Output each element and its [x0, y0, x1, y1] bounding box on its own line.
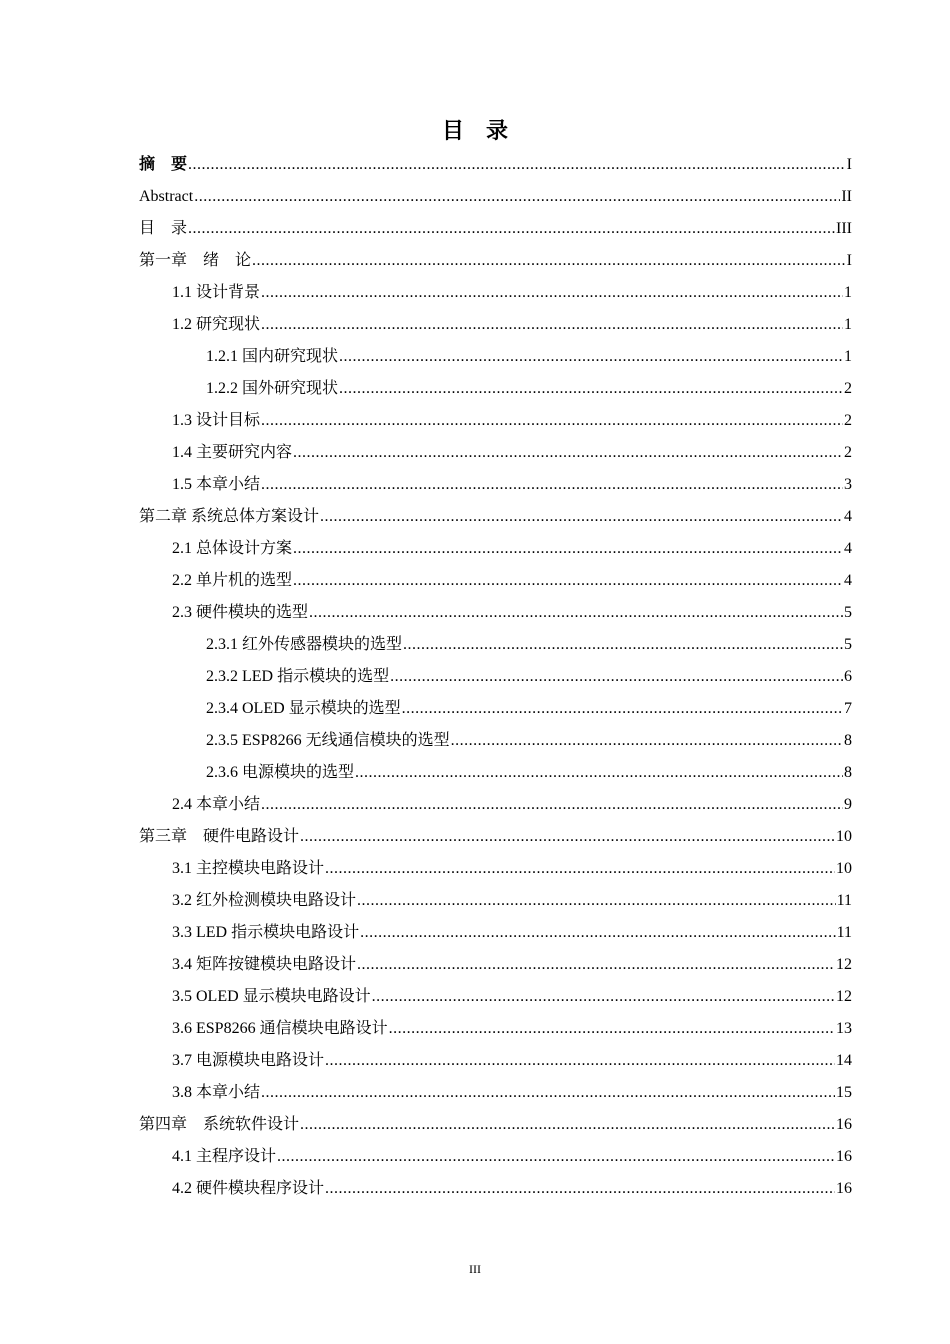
toc-entry-label: 摘 要: [139, 156, 188, 173]
toc-entry-page-number: 4: [844, 540, 852, 557]
toc-entry[interactable]: [139, 757, 852, 789]
toc-entry[interactable]: [139, 693, 852, 725]
toc-entry-page-number: 4: [844, 572, 852, 589]
toc-entry[interactable]: [139, 309, 852, 341]
toc-dot-leader: [261, 277, 843, 309]
toc-entry-label: 3.6 ESP8266 通信模块电路设计: [172, 1020, 388, 1037]
toc-entry-label: 1.1 设计背景: [172, 284, 261, 301]
toc-entry[interactable]: [139, 853, 852, 885]
toc-entry-label: 3.8 本章小结: [172, 1084, 261, 1101]
toc-dot-leader: [188, 149, 846, 181]
toc-dot-leader: [293, 565, 843, 597]
toc-entry-label: 1.2 研究现状: [172, 316, 261, 333]
toc-dot-leader: [372, 981, 835, 1013]
toc-entry-page-number: 10: [836, 828, 852, 845]
toc-dot-leader: [194, 181, 840, 213]
toc-entry-label: 1.2.1 国内研究现状: [206, 348, 339, 365]
toc-entry-label: 3.5 OLED 显示模块电路设计: [172, 988, 371, 1005]
toc-entry[interactable]: [139, 181, 852, 213]
toc-entry[interactable]: [139, 821, 852, 853]
toc-dot-leader: [261, 1077, 835, 1109]
toc-entry-page-number: 7: [844, 700, 852, 717]
toc-entry[interactable]: [139, 917, 852, 949]
toc-entry-page-number: III: [836, 220, 852, 237]
toc-entry-label: 3.4 矩阵按键模块电路设计: [172, 956, 357, 973]
toc-entry-label: 2.3.6 电源模块的选型: [206, 764, 355, 781]
toc-entry-label: 2.1 总体设计方案: [172, 540, 293, 557]
toc-entry-label: Abstract: [139, 188, 194, 205]
toc-entry-label: 4.1 主程序设计: [172, 1148, 277, 1165]
toc-entry-page-number: 13: [836, 1020, 852, 1037]
toc-entry-page-number: 11: [836, 924, 852, 941]
toc-title: 目 录: [441, 118, 508, 143]
toc-entry[interactable]: [139, 789, 852, 821]
toc-entry-page-number: I: [846, 252, 852, 269]
toc-dot-leader: [320, 501, 843, 533]
toc-entry-label: 2.3.5 ESP8266 无线通信模块的选型: [206, 732, 450, 749]
toc-dot-leader: [403, 629, 843, 661]
toc-entry-page-number: 16: [836, 1180, 852, 1197]
toc-entry[interactable]: [139, 469, 852, 501]
toc-entry-page-number: 4: [844, 508, 852, 525]
toc-entry-page-number: 1: [844, 348, 852, 365]
toc-entry-label: 4.2 硬件模块程序设计: [172, 1180, 325, 1197]
toc-dot-leader: [188, 213, 835, 245]
toc-entry[interactable]: [139, 949, 852, 981]
toc-entry-page-number: 16: [836, 1148, 852, 1165]
toc-entry[interactable]: [139, 245, 852, 277]
toc-entry[interactable]: [139, 1077, 852, 1109]
toc-dot-leader: [261, 469, 843, 501]
toc-dot-leader: [293, 533, 843, 565]
toc-entry-page-number: 14: [836, 1052, 852, 1069]
toc-dot-leader: [355, 757, 843, 789]
toc-entry-page-number: 15: [836, 1084, 852, 1101]
toc-entry-page-number: 8: [844, 764, 852, 781]
toc-dot-leader: [360, 917, 835, 949]
toc-entry[interactable]: [139, 1109, 852, 1141]
toc-entry-label: 1.4 主要研究内容: [172, 444, 293, 461]
toc-entry[interactable]: [139, 1045, 852, 1077]
toc-entry-label: 2.4 本章小结: [172, 796, 261, 813]
toc-entry-page-number: 8: [844, 732, 852, 749]
toc-entry-page-number: 2: [844, 380, 852, 397]
toc-entry[interactable]: [139, 885, 852, 917]
toc-entry[interactable]: [139, 597, 852, 629]
toc-entry[interactable]: [139, 149, 852, 181]
toc-dot-leader: [300, 1109, 835, 1141]
toc-entry-page-number: 5: [844, 604, 852, 621]
toc-entry-page-number: I: [846, 156, 852, 173]
toc-dot-leader: [300, 821, 835, 853]
toc-dot-leader: [293, 437, 843, 469]
toc-entry[interactable]: [139, 1141, 852, 1173]
toc-entry-label: 1.5 本章小结: [172, 476, 261, 493]
toc-list: [139, 149, 852, 1205]
toc-entry-label: 第二章 系统总体方案设计: [139, 508, 320, 525]
toc-entry-page-number: 9: [844, 796, 852, 813]
toc-entry[interactable]: [139, 501, 852, 533]
toc-entry-label: 3.2 红外检测模块电路设计: [172, 892, 357, 909]
toc-dot-leader: [451, 725, 843, 757]
toc-entry-page-number: 1: [844, 316, 852, 333]
toc-entry-page-number: 2: [844, 444, 852, 461]
toc-entry[interactable]: [139, 725, 852, 757]
toc-entry-page-number: 1: [844, 284, 852, 301]
toc-entry-label: 2.3.2 LED 指示模块的选型: [206, 668, 390, 685]
toc-entry-label: 第三章 硬件电路设计: [139, 828, 300, 845]
toc-entry[interactable]: [139, 213, 852, 245]
toc-entry-page-number: 3: [844, 476, 852, 493]
toc-dot-leader: [357, 949, 835, 981]
toc-dot-leader: [325, 853, 835, 885]
toc-entry[interactable]: [139, 277, 852, 309]
toc-entry-page-number: 12: [836, 956, 852, 973]
toc-dot-leader: [389, 1013, 835, 1045]
toc-entry-page-number: II: [841, 188, 852, 205]
toc-dot-leader: [277, 1141, 835, 1173]
toc-dot-leader: [309, 597, 843, 629]
toc-entry-page-number: 16: [836, 1116, 852, 1133]
toc-dot-leader: [325, 1173, 835, 1205]
toc-entry-page-number: 11: [836, 892, 852, 909]
toc-entry-label: 2.3 硬件模块的选型: [172, 604, 309, 621]
toc-entry-label: 1.3 设计目标: [172, 412, 261, 429]
toc-entry[interactable]: [139, 981, 852, 1013]
toc-entry[interactable]: [139, 565, 852, 597]
toc-entry-label: 3.7 电源模块电路设计: [172, 1052, 325, 1069]
toc-entry[interactable]: [139, 1173, 852, 1205]
toc-dot-leader: [261, 309, 843, 341]
toc-entry-label: 2.3.1 红外传感器模块的选型: [206, 636, 403, 653]
toc-dot-leader: [339, 341, 843, 373]
toc-entry-label: 第四章 系统软件设计: [139, 1116, 300, 1133]
toc-dot-leader: [339, 373, 843, 405]
toc-dot-leader: [252, 245, 846, 277]
toc-entry[interactable]: [139, 1013, 852, 1045]
toc-dot-leader: [261, 789, 843, 821]
toc-entry-page-number: 12: [836, 988, 852, 1005]
toc-dot-leader: [325, 1045, 835, 1077]
toc-entry[interactable]: [139, 341, 852, 373]
toc-entry[interactable]: [139, 437, 852, 469]
toc-entry-label: 第一章 绪 论: [139, 252, 252, 269]
toc-entry-page-number: 5: [844, 636, 852, 653]
toc-dot-leader: [357, 885, 836, 917]
toc-entry-label: 3.1 主控模块电路设计: [172, 860, 325, 877]
toc-dot-leader: [261, 405, 843, 437]
toc-dot-leader: [402, 693, 843, 725]
toc-entry-page-number: 10: [836, 860, 852, 877]
toc-entry[interactable]: [139, 405, 852, 437]
toc-entry-label: 目 录: [139, 220, 188, 237]
toc-entry-label: 1.2.2 国外研究现状: [206, 380, 339, 397]
toc-entry-page-number: 2: [844, 412, 852, 429]
toc-entry-label: 2.2 单片机的选型: [172, 572, 293, 589]
toc-entry[interactable]: [139, 629, 852, 661]
toc-entry-label: 2.3.4 OLED 显示模块的选型: [206, 700, 401, 717]
toc-entry-page-number: 6: [844, 668, 852, 685]
toc-entry[interactable]: [139, 373, 852, 405]
toc-entry[interactable]: [139, 661, 852, 693]
footer-page-number: III: [469, 1262, 481, 1276]
toc-entry[interactable]: [139, 533, 852, 565]
toc-dot-leader: [390, 661, 843, 693]
toc-entry-label: 3.3 LED 指示模块电路设计: [172, 924, 360, 941]
